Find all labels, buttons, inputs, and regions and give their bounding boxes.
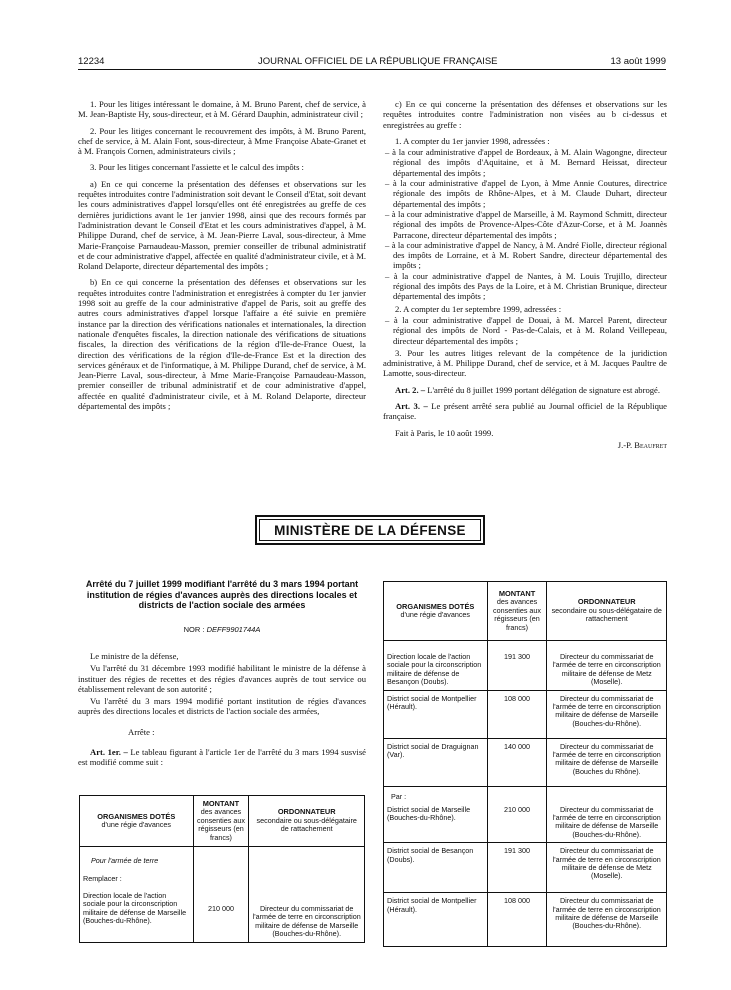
col-header-montant: MONTANT des avances consenties aux régisseurs (en francs) [487, 582, 547, 641]
paragraph: b) En ce qui concerne la présentation des défenses et observations sur les requêtes introduites contre l'administration et enregistrées à compter du 1er janvier 1998 soit au greffe de la cour administrative d'appel de Paris, soit au greffe des autres cours administratives d'appel lorsque l'affaire a été suivie en première instance par la direction des vérifications nationales et internationales, la direction nationale d'enquêtes fiscales, la direction nationale des vérifications de situations fiscales, la direction des vérifications de la région d'Ile-de-France Ouest, la direction des vérifications de la région d'Ile-de-France Est et la direction des services généraux et de l'informatique, à M. Philippe Durand, chef de service, à M. Jean-Pierre Laval, sous-directeur, à Mme Marie-Françoise Parnaudeau-Masson, premier conseiller de tribunal administratif et de cour administrative d'appel, affectée en qualité d'administrateur civile, et à M. Roland Delaporte, directeur départemental des impôts ; [78, 277, 366, 412]
nor-reference [78, 625, 366, 634]
right-column-text [383, 99, 667, 450]
table-cell-org: Direction locale de l'action sociale pour la circonscription militaire de défense de Besançon (Doubs). [384, 641, 488, 691]
table-cell-org: District social de Montpellier (Hérault). [384, 893, 488, 947]
remplacer-label: Remplacer : [83, 874, 122, 884]
regies-table-left [79, 795, 365, 943]
list-item: – à la cour administrative d'appel de Marseille, à M. Raymond Schmitt, directeur régional des impôts de Provence-Alpes-Côte d'Azur-Corse, et à M. Joannès Parracone, directeur départemental des impôts ; [385, 208, 667, 240]
table-row [384, 738, 667, 786]
col-header-ordonnateur: ORDONNATEUR secondaire ou sous-délégataire de rattachement [547, 582, 667, 641]
table-cell-amount: 210 000 [487, 786, 547, 843]
col-header-organismes: ORGANISMES DOTÉS d'une régie d'avances [80, 796, 194, 847]
table-cell-org: District social de Besançon (Doubs). [384, 843, 488, 893]
article-1 [78, 747, 366, 768]
table-row [384, 641, 667, 691]
col-header-ordonnateur: ORDONNATEUR secondaire ou sous-délégataire de rattachement [249, 796, 365, 847]
section-label: Pour l'armée de terre [91, 856, 159, 865]
table-cell-org [384, 786, 488, 843]
nor-value: DEFF9901744A [206, 625, 261, 634]
paragraph: Vu l'arrêté du 31 décembre 1993 modifié habilitant le ministre de la défense à instituer des régies de recettes et des régies d'avances auprès de tout service ou établissement relevant de son autorité ; [78, 663, 366, 694]
list-item: – à la cour administrative d'appel de Douai, à M. Marcel Parent, directeur régional des impôts de Nord - Pas-de-Calais, et à M. Roland Veillepeau, directeur départemental des impôts ; [385, 314, 667, 346]
table-cell-org: District social de Montpellier (Hérault). [384, 690, 488, 738]
arrete-word: Arrête : [128, 726, 155, 737]
table-cell-ordonnateur: Directeur du commissariat de l'armée de terre en circonscription militaire de défense de Metz (Moselle). [547, 641, 667, 691]
table-cell-amount: 140 000 [487, 738, 547, 786]
ministry-banner: MINISTÈRE DE LA DÉFENSE [255, 515, 485, 545]
article-label: Art. 2. – [395, 384, 426, 395]
par-label: Par : [391, 791, 407, 801]
table-cell-amount: 210 000 [193, 847, 249, 943]
arrete-body [78, 651, 366, 774]
table-cell-org: District social de Draguignan (Var). [384, 738, 488, 786]
article-text: L'arrêté du 8 juillet 1999 portant délégation de signature est abrogé. [425, 384, 661, 395]
article-text: Le présent arrêté sera publié au Journal officiel de la République française. [383, 401, 667, 422]
list-item: – à la cour administrative d'appel de Bordeaux, à M. Alain Wagongne, directeur régional des impôts d'Aquitaine, et à M. Bernard Heissat, directeur départemental des impôts ; [385, 147, 667, 178]
header-rule [78, 69, 666, 70]
table-cell-ordonnateur: Directeur du commissariat de l'armée de terre en circonscription militaire de défense de Marseille (Bouches-du-Rhône). [547, 690, 667, 738]
article-3 [383, 401, 667, 422]
journal-title: JOURNAL OFFICIEL DE LA RÉPUBLIQUE FRANÇAISE [258, 56, 498, 67]
list-item: – à la cour administrative d'appel de Lyon, à Mme Annie Coutures, directrice régionale des impôts de Rhône-Alpes, et à M. Claude Duhart, directeur départemental des impôts ; [385, 178, 667, 209]
article-label: Art. 3. – [395, 401, 428, 412]
article-text: Le tableau figurant à l'article 1er de l'arrêté du 3 mars 1994 susvisé est modifié comme suit : [78, 747, 366, 768]
table-cell-ordonnateur: Directeur du commissariat de l'armée de terre en circonscription militaire de défense de Marseille (Bouches-du-Rhône). [547, 786, 667, 843]
table-cell-amount: 108 000 [487, 893, 547, 947]
article-2 [383, 385, 667, 395]
table-row [384, 843, 667, 893]
table-header-row [80, 796, 365, 847]
paragraph: 2. Pour les litiges concernant le recouvrement des impôts, à M. Bruno Parent, chef de service, à M. Alain Font, sous-directeur, à Mme Françoise Abate-Granet et à M. François Cornen, administrateurs civils ; [78, 125, 366, 157]
col-header-montant: MONTANT des avances consenties aux régisseurs (en francs) [193, 796, 249, 847]
table-cell-ordonnateur: Directeur du commissariat de l'armée de terre en circonscription militaire de défense de Metz (Moselle). [547, 843, 667, 893]
issue-date: 13 août 1999 [610, 56, 666, 67]
signature: J.-P. Beaufret [617, 439, 667, 450]
place-date: Fait à Paris, le 10 août 1999. [395, 427, 494, 438]
article-label: Art. 1er. – [90, 747, 128, 758]
table-row [384, 786, 667, 843]
table-cell-ordonnateur: Directeur du commissariat de l'armée de terre en circonscription militaire de défense de Marseille (Bouches-du-Rhône). [547, 893, 667, 947]
list-item: – à la cour administrative d'appel de Nancy, à M. André Fiolle, directeur régional des impôts de Lorraine, et à M. Robert Sandre, directeur départemental des impôts ; [385, 239, 667, 271]
paragraph: 1. A compter du 1er janvier 1998, adressées : [395, 135, 550, 146]
arrete-title: Arrêté du 7 juillet 1999 modifiant l'arrêté du 3 mars 1994 portant institution de régies d'avances auprès des directions locales et districts de l'action sociale des armées [85, 579, 359, 610]
paragraph: 1. Pour les litiges intéressant le domaine, à M. Bruno Parent, chef de service, à M. Jean-Baptiste Hy, sous-directeur, et à M. Gérard Dauphin, administrateur civil ; [78, 99, 366, 120]
paragraph: c) En ce qui concerne la présentation des défenses et observations sur les requêtes introduites contre l'administration non visées au b ci-dessus et enregistrées au greffe : [383, 99, 667, 130]
organisme: District social de Marseille (Bouches-du-Rhône). [387, 805, 471, 823]
table-cell-amount: 191 300 [487, 843, 547, 893]
table-row [384, 690, 667, 738]
table-cell-amount: 191 300 [487, 641, 547, 691]
paragraph: a) En ce qui concerne la présentation des défenses et observations sur les requêtes introduites contre l'administration soit devant le Conseil d'Etat, soit devant les cours administratives d'appel lorsqu'elles ont été enregistrées au greffe de ces dernières juridictions avant le 1er janvier 1998, ainsi que des recours formés par l'administration devant le Conseil d'Etat et les cours administratives d'appel, à M. Philippe Durand, chef de service, à M. Jean-Pierre Laval, sous-directeur, à Mme Marie-Françoise Parnaudeau-Masson, premier conseiller de tribunal administratif et de cour administrative d'appel, affectée en qualité d'administrateur civile, et à M. Roland Delaporte, directeur départemental des impôts ; [78, 178, 366, 272]
paragraph: Le ministre de la défense, [90, 651, 179, 661]
table-cell-ordonnateur: Directeur du commissariat de l'armée de terre en circonscription militaire de défense de Marseille (Bouches du Rhône). [547, 738, 667, 786]
paragraph: 3. Pour les autres litiges relevant de la compétence de la juridiction administrative, à M. Philippe Durand, chef de service, et à M. Jacques Paultre de Lamotte, sous-directeur. [383, 347, 667, 379]
list-item: – à la cour administrative d'appel de Nantes, à M. Louis Trujillo, directeur régional des impôts des Pays de la Loire, et à M. Christian Brunique, directeur départemental des impôts ; [385, 270, 667, 302]
col-header-organismes: ORGANISMES DOTÉS d'une régie d'avances [384, 582, 488, 641]
table-cell-org [80, 847, 194, 943]
page-number: 12234 [78, 56, 105, 67]
paragraph: 2. A compter du 1er septembre 1999, adressées : [395, 303, 562, 314]
table-row [80, 847, 365, 943]
nor-label: NOR : [183, 625, 207, 634]
left-column-text [78, 99, 366, 417]
table-cell-ordonnateur: Directeur du commissariat de l'armée de terre en circonscription militaire de défense de Marseille (Bouches-du-Rhône). [249, 847, 365, 943]
regies-table-right [383, 581, 667, 947]
paragraph: Vu l'arrêté du 3 mars 1994 modifié portant institution de régies d'avances auprès des directions locales et districts de l'action sociale des armées, [78, 696, 366, 717]
organisme: Direction locale de l'action sociale pour la circonscription militaire de défense de Marseille (Bouches-du-Rhône). [83, 890, 187, 926]
table-row [384, 893, 667, 947]
table-header-row [384, 582, 667, 641]
table-cell-amount: 108 000 [487, 690, 547, 738]
paragraph: 3. Pour les litiges concernant l'assiette et le calcul des impôts : [90, 162, 304, 173]
